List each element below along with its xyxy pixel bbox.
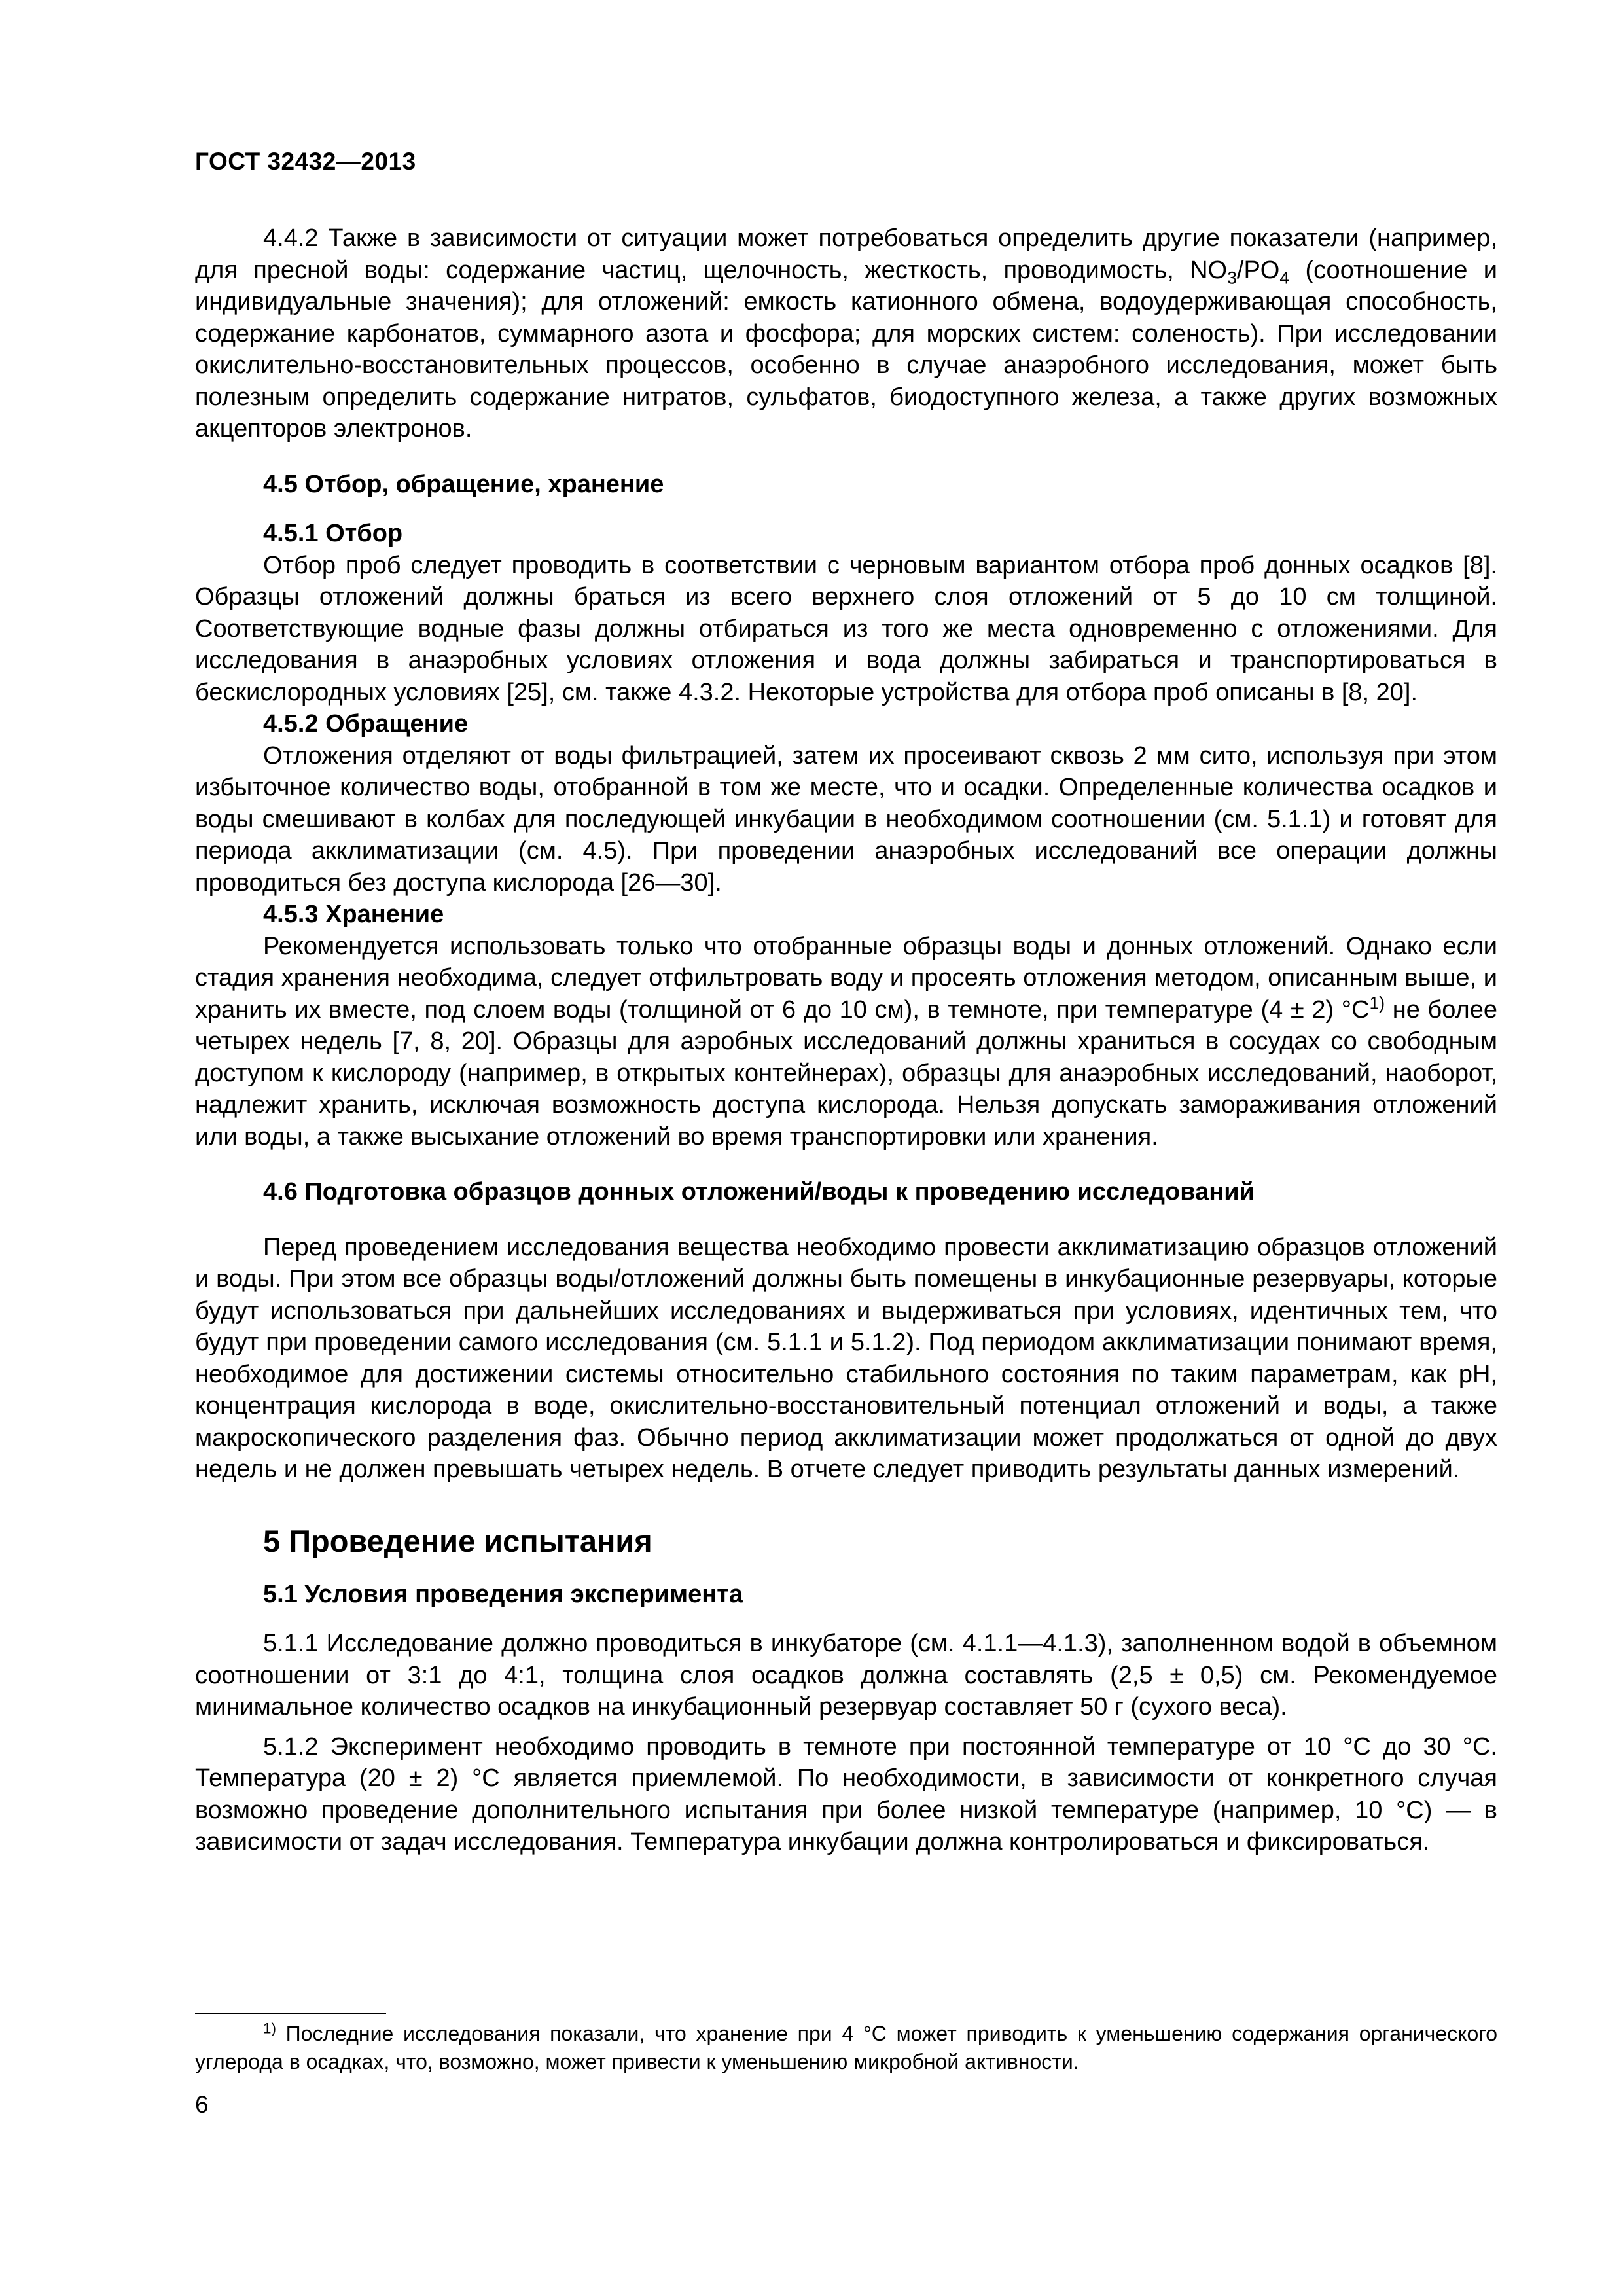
heading-4-6: 4.6 Подготовка образцов донных отложений/воды к проведению исследований — [263, 1178, 1255, 1206]
main-content — [195, 223, 1497, 1858]
page-number: 6 — [195, 2091, 209, 2118]
footnote-separator — [195, 2013, 386, 2014]
paragraph-4-5-2: Отложения отделяют от воды фильтрацией, затем их просеивают сквозь 2 мм сито, используя при этом избыточное количество воды, отобранной в том же месте, что и осадки. Определенные количества осадков и воды смешивают в колбах для последующей инкубации в необходимом соотношении (см. 5.1.1) и готовят для периода акклиматизации (см. 4.5). При проведении анаэробных исследований все операции должны проводиться без доступа кислорода [26—30]. — [195, 742, 1497, 897]
heading-4-5: 4.5 Отбор, обращение, хранение — [263, 470, 664, 498]
paragraph-text: (соотношение и индивидуальные значения); для отложений: емкость катионного обмена, водоудерживающая способность, содержание карбонатов, суммарного азота и фосфора; для морских систем: соленость). При исследовании окислительно-восстановительных процессов, особенно в случае анаэробного исследования, может быть полезным определить содержание нитратов, сульфатов, биодоступного железа, а также других возможных акцепторов электронов. — [195, 256, 1498, 442]
paragraph-4-6: Перед проведением исследования вещества необходимо провести акклиматизацию образцов отложений и воды. При этом все образцы воды/отложений должны быть помещены в инкубационные резервуары, которые будут использоваться при дальнейших исследованиях и выдерживаться при условиях, идентичных тем, что будут при проведении самого исследования (см. 5.1.1 и 5.1.2). Под периодом акклиматизации понимают время, необходимое для достижении системы относительно стабильного состояния по таким параметрам, как pH, концентрация кислорода в воде, окислительно-восстановительный потенциал отложений и воды, а также макроскопического разделения фаз. Обычно период акклиматизации может продолжаться от одной до двух недель и не должен превышать четырех недель. В отчете следует приводить результаты данных измерений. — [195, 1233, 1497, 1483]
heading-5: 5 Проведение испытания — [263, 1523, 652, 1558]
heading-4-5-3: 4.5.3 Хранение — [263, 901, 444, 928]
paragraph-4-5-1: Отбор проб следует проводить в соответствии с черновым вариантом отбора проб донных осадков [8]. Образцы отложений должны браться из всего верхнего слоя отложений от 5 до 10 см толщиной. Соответствующие водные фазы должны отбираться из того же места одновременно с отложениями. Для исследования в анаэробных условиях отложения и вода должны забираться и транспортироваться в бескислородных условиях [25], см. также 4.3.2. Некоторые устройства для отбора проб описаны в [8, 20]. — [195, 551, 1497, 706]
paragraph-text: Рекомендуется использовать только что отобранные образцы воды и донных отложений. Однако если стадия хранения необходима, следует отфильтровать воду и просеять отложения методом, описанным выше, и хранить их вместе, под слоем воды (толщиной от 6 до 10 см), в темноте, при температуре (4 ± 2) °С — [195, 932, 1497, 1024]
heading-4-5-2: 4.5.2 Обращение — [263, 710, 469, 738]
paragraph-text: /PO — [1236, 256, 1280, 284]
footnote-text: Последние исследования показали, что хранение при 4 °С может приводить к уменьшению содержания органического углерода в осадках, что, возможно, может привести к уменьшению микробной активности. — [195, 2022, 1497, 2073]
footnote — [195, 2020, 1497, 2076]
standard-number: ГОСТ 32432—2013 — [195, 148, 416, 175]
paragraph-text: не более четырех недель [7, 8, 20]. Образцы для аэробных исследований должны храниться в сосудах со свободным доступом к кислороду (например, в открытых контейнерах), образцы для анаэробных исследований, наоборот, надлежит хранить, исключая возможность доступа кислорода. Нельзя допускать замораживания отложений или воды, а также высыхание отложений во время транспортировки или хранения. — [195, 996, 1497, 1151]
paragraph-text: 4.4.2 Также в зависимости от ситуации может потребоваться определить другие показатели (например, для пресной воды: содержание частиц, щелочность, жесткость, проводимость, NO — [195, 224, 1497, 284]
heading-5-1: 5.1 Условия проведения эксперимента — [263, 1580, 743, 1608]
paragraph-5-1-2: 5.1.2 Эксперимент необходимо проводить в темноте при постоянной температуре от 10 °С до 30 °С. Температура (20 ± 2) °С является приемлемой. По необходимости, в зависимости от конкретного случая возможно проведение дополнительного испытания при более низкой температуре (например, 10 °С) — в зависимости от задач исследования. Температура инкубации должна контролироваться и фиксироваться. — [195, 1732, 1497, 1856]
heading-4-5-1: 4.5.1 Отбор — [263, 520, 403, 547]
subscript: 3 — [1227, 268, 1237, 288]
paragraph-5-1-1: 5.1.1 Исследование должно проводиться в инкубаторе (см. 4.1.1—4.1.3), заполненном водой в объемном соотношении от 3:1 до 4:1, толщина слоя осадков должна составлять (2,5 ± 0,5) см. Рекомендуемое минимальное количество осадков на инкубационный резервуар составляет 50 г (сухого веса). — [195, 1630, 1497, 1721]
paragraph-4-4-2 — [195, 223, 1497, 445]
paragraph-4-5-3 — [195, 931, 1497, 1153]
subscript: 4 — [1279, 268, 1290, 288]
footnote-marker: 1) — [263, 2020, 276, 2037]
footnote-reference[interactable]: 1) — [1369, 992, 1385, 1013]
